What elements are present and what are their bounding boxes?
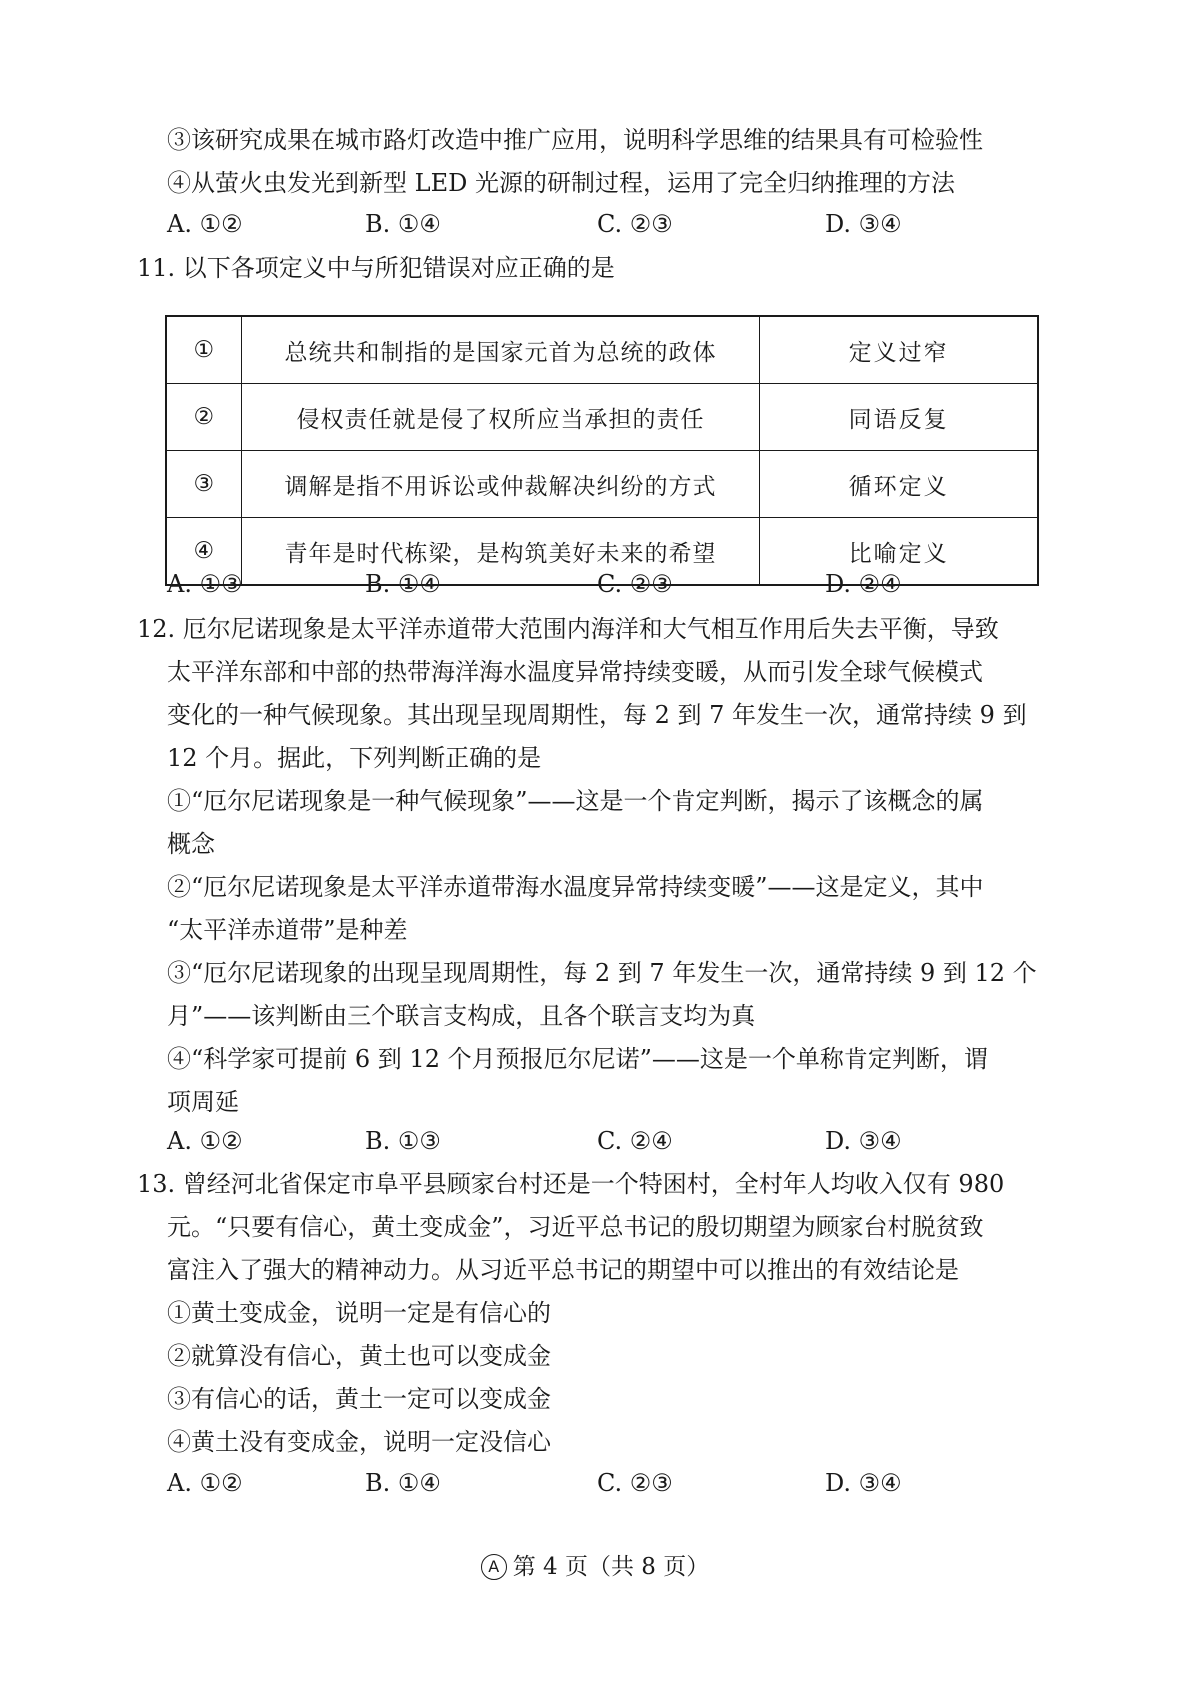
q13-statement-3: ③有信心的话，黄土一定可以变成金	[167, 1385, 551, 1413]
q12-options	[167, 1127, 927, 1157]
q11-options	[167, 570, 927, 600]
q12-statement-3: ③“厄尔尼诺现象的出现呈现周期性，每 2 到 7 年发生一次，通常持续 9 到 12 个	[167, 959, 1037, 987]
option-a: A. ①②	[167, 210, 243, 238]
option-b: B. ①③	[365, 1127, 441, 1155]
option-c: C. ②④	[597, 1127, 673, 1155]
row-number: ③	[166, 451, 241, 518]
q12-stem-line: 变化的一种气候现象。其出现呈现周期性，每 2 到 7 年发生一次，通常持续 9 到	[167, 701, 1027, 729]
paper-version-mark: A	[481, 1554, 507, 1580]
row-definition: 侵权责任就是侵了权所应当承担的责任	[241, 384, 760, 451]
row-error: 比喻定义	[760, 518, 1038, 586]
q13-statement-1: ①黄土变成金，说明一定是有信心的	[167, 1299, 551, 1327]
q12-statement-2: ②“厄尔尼诺现象是太平洋赤道带海水温度异常持续变暖”——这是定义，其中	[167, 873, 984, 901]
row-number: ①	[166, 316, 241, 384]
row-error: 同语反复	[760, 384, 1038, 451]
q13-statement-4: ④黄土没有变成金，说明一定没信心	[167, 1428, 551, 1456]
q11-stem: 11. 以下各项定义中与所犯错误对应正确的是	[137, 254, 615, 282]
q13-stem-line: 13. 曾经河北省保定市阜平县顾家台村还是一个特困村，全村年人均收入仅有 980	[137, 1170, 1005, 1198]
q12-stem-line: 12 个月。据此，下列判断正确的是	[167, 744, 542, 772]
q12-statement-2-cont: “太平洋赤道带”是种差	[167, 916, 408, 944]
q12-statement-4-cont: 项周延	[167, 1088, 239, 1116]
q12-stem-line: 12. 厄尔尼诺现象是太平洋赤道带大范围内海洋和大气相互作用后失去平衡，导致	[137, 615, 999, 643]
q10-options	[167, 210, 927, 240]
option-d: D. ③④	[825, 1469, 902, 1497]
option-c: C. ②③	[597, 570, 673, 598]
q13-options	[167, 1469, 927, 1499]
q12-statement-1: ①“厄尔尼诺现象是一种气候现象”——这是一个肯定判断，揭示了该概念的属	[167, 787, 984, 815]
row-number: ②	[166, 384, 241, 451]
option-c: C. ②③	[597, 210, 673, 238]
option-d: D. ③④	[825, 210, 902, 238]
table-row	[166, 451, 1038, 518]
q11-definition-table	[165, 315, 1039, 586]
option-c: C. ②③	[597, 1469, 673, 1497]
row-number: ④	[166, 518, 241, 586]
option-b: B. ①④	[365, 1469, 441, 1497]
table-row	[166, 316, 1038, 384]
q12-stem-line: 太平洋东部和中部的热带海洋海水温度异常持续变暖，从而引发全球气候模式	[167, 658, 983, 686]
page-number: 第 4 页（共 8 页）	[512, 1554, 710, 1580]
q12-statement-3-cont: 月”——该判断由三个联言支构成，且各个联言支均为真	[167, 1002, 756, 1030]
q13-stem-line: 富注入了强大的精神动力。从习近平总书记的期望中可以推出的有效结论是	[167, 1256, 959, 1284]
q10-statement-4: ④从萤火虫发光到新型 LED 光源的研制过程，运用了完全归纳推理的方法	[167, 169, 955, 197]
row-error: 定义过窄	[760, 316, 1038, 384]
option-d: D. ③④	[825, 1127, 902, 1155]
row-error: 循环定义	[760, 451, 1038, 518]
option-a: A. ①③	[167, 570, 243, 598]
page-footer	[0, 1552, 1190, 1582]
option-a: A. ①②	[167, 1127, 243, 1155]
option-d: D. ②④	[825, 570, 902, 598]
option-b: B. ①④	[365, 570, 441, 598]
option-a: A. ①②	[167, 1469, 243, 1497]
q10-statement-3: ③该研究成果在城市路灯改造中推广应用，说明科学思维的结果具有可检验性	[167, 126, 983, 154]
q13-statement-2: ②就算没有信心，黄土也可以变成金	[167, 1342, 551, 1370]
row-definition: 调解是指不用诉讼或仲裁解决纠纷的方式	[241, 451, 760, 518]
table-row	[166, 384, 1038, 451]
row-definition: 青年是时代栋梁，是构筑美好未来的希望	[241, 518, 760, 586]
q12-statement-4: ④“科学家可提前 6 到 12 个月预报厄尔尼诺”——这是一个单称肯定判断，谓	[167, 1045, 988, 1073]
q12-statement-1-cont: 概念	[167, 830, 215, 858]
q13-stem-line: 元。“只要有信心，黄土变成金”，习近平总书记的殷切期望为顾家台村脱贫致	[167, 1213, 984, 1241]
row-definition: 总统共和制指的是国家元首为总统的政体	[241, 316, 760, 384]
option-b: B. ①④	[365, 210, 441, 238]
